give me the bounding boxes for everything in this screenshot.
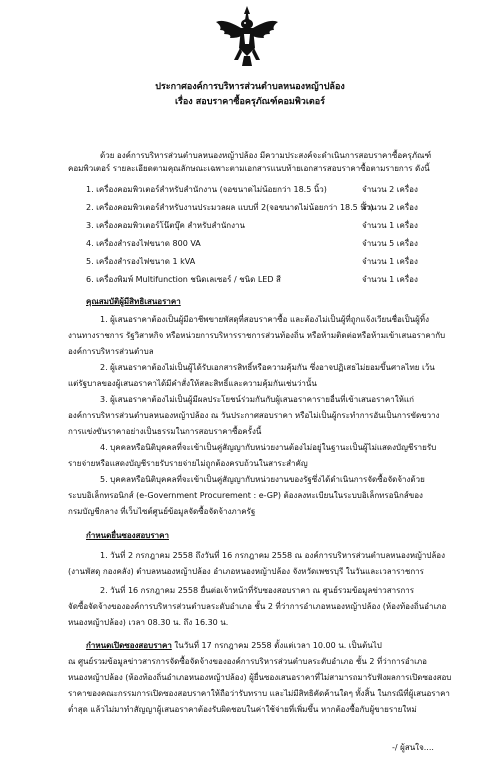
- intro-line-1: ด้วย องค์การบริหารส่วนตำบลหนองหญ้าปล้อง มีความประสงค์จะดำเนินการสอบราคาซื้อครุภัณฑ์: [100, 151, 432, 160]
- opening-first-line: [86, 640, 382, 651]
- submission-line: 2. วันที่ 16 กรกฎาคม 2558 ยื่นต่อเจ้าหน้าที่รับซองสอบราคา ณ ศูนย์รวมข้อมูลข่าวสารการ: [100, 586, 415, 595]
- qualification-line: 2. ผู้เสนอราคาต้องไม่เป็นผู้ได้รับเอกสารสิทธิ์หรือความคุ้มกัน ซึ่งอาจปฏิเสธไม่ยอมขึ้นศาลไทย เว้น: [100, 363, 435, 372]
- qualification-line: รายจ่ายหรือแสดงบัญชีรายรับรายจ่ายไม่ถูกต้องครบถ้วนในสาระสำคัญ: [68, 459, 308, 468]
- item-qty: จำนวน 1 เครื่อง: [362, 257, 418, 266]
- qualifications-heading: คุณสมบัติผู้มีสิทธิเสนอราคา: [86, 297, 181, 306]
- item-label: 3. เครื่องคอมพิวเตอร์โน๊ตบุ๊ค สำหรับสำนักงาน: [86, 221, 246, 230]
- qualification-line: องค์การบริหารส่วนตำบล: [68, 347, 154, 356]
- opening-heading: กำหนดเปิดซองสอบราคา: [86, 641, 172, 650]
- submission-heading: กำหนดยื่นซองสอบราคา: [86, 531, 169, 540]
- item-qty: จำนวน 1 เครื่อง: [362, 275, 418, 284]
- qualification-line: 3. ผู้เสนอราคาต้องไม่เป็นผู้มีผลประโยชน์ร่วมกันกับผู้เสนอราคารายอื่นที่เข้าเสนอราคาให้แก่: [100, 395, 414, 404]
- qualification-line: ระบบอิเล็กทรอนิกส์ (e-Government Procurement : e-GP) ต้องลงทะเบียนในระบบอิเล็กทรอนิกส์ของ: [68, 491, 423, 500]
- submission-line: 1. วันที่ 2 กรกฎาคม 2558 ถึงวันที่ 16 กรกฎาคม 2558 ณ องค์การบริหารส่วนตำบลหนองหญ้าปล้อง: [100, 551, 446, 560]
- qualification-line: 1. ผู้เสนอราคาต้องเป็นผู้มีอาชีพขายพัสดุที่สอบราคาซื้อ และต้องไม่เป็นผู้ที่ถูกแจ้งเวียนชื่อเป็นผู้ทิ้ง: [100, 315, 429, 324]
- qualification-line: 5. บุคคลหรือนิติบุคคลที่จะเข้าเป็นคู่สัญญากับหน่วยงานของรัฐซึ่งได้ดำเนินการจัดซื้อจัดจ้างด้วย: [100, 475, 425, 484]
- item-qty: จำนวน 2 เครื่อง: [362, 203, 418, 212]
- item-label: 1. เครื่องคอมพิวเตอร์สำหรับสำนักงาน (จอขนาดไม่น้อยกว่า 18.5 นิ้ว): [86, 185, 327, 194]
- qualification-line: การแข่งขันราคาอย่างเป็นธรรมในการสอบราคาซื้อครั้งนี้: [68, 427, 262, 436]
- submission-line: จัดซื้อจัดจ้างขององค์การบริหารส่วนตำบลระดับอำเภอ ชั้น 2 ที่ว่าการอำเภอหนองหญ้าปล้อง (ห้องท้องถิ่นอำเภอ: [68, 602, 447, 611]
- item-qty: จำนวน 1 เครื่อง: [362, 221, 418, 230]
- item-qty: จำนวน 5 เครื่อง: [362, 239, 418, 248]
- submission-line: (งานพัสดุ กองคลัง) ตำบลหนองหญ้าปล้อง อำเภอหนองหญ้าปล้อง จังหวัดเพชรบุรี ในวันและเวลาราชการ: [68, 567, 424, 576]
- qualification-line: งานทางราชการ รัฐวิสาหกิจ หรือหน่วยการบริหารราชการส่วนท้องถิ่น หรือห้ามติดต่อหรือห้ามเข้าเสนอราคากับ: [68, 331, 446, 340]
- opening-line: หนองหญ้าปล้อง (ห้องท้องถิ่นอำเภอหนองหญ้าปล้อง) ผู้ยื่นซองเสนอราคาที่ไม่สามารถมารับฟังผลการเปิดซองสอบ: [68, 673, 452, 682]
- item-label: 6. เครื่องพิมพ์ Multifunction ชนิดเลเซอร์ / ชนิด LED สี: [86, 275, 281, 284]
- item-qty: จำนวน 2 เครื่อง: [362, 185, 418, 194]
- qualification-line: แต่รัฐบาลของผู้เสนอราคาได้มีคำสั่งให้สละสิทธิ์และความคุ้มกันเช่นว่านั้น: [68, 379, 317, 388]
- qualification-line: กรมบัญชีกลาง ที่เว็บไซต์ศูนย์ข้อมูลจัดซื้อจัดจ้างภาครัฐ: [68, 507, 256, 516]
- submission-line: หนองหญ้าปล้อง) เวลา 08.30 น. ถึง 16.30 น.: [68, 618, 229, 627]
- announcement-subject: เรื่อง สอบราคาซื้อครุภัณฑ์คอมพิวเตอร์: [174, 97, 326, 107]
- continued-marker: -/ ผู้สนใจ....: [392, 743, 434, 752]
- opening-line: ณ ศูนย์รวมข้อมูลข่าวสารการจัดซื้อจัดจ้างขององค์การบริหารส่วนตำบลระดับอำเภอ ชั้น 2 ที่ว่าการอำเภอ: [68, 657, 427, 666]
- opening-date: ในวันที่ 17 กรกฎาคม 2558 ตั้งแต่เวลา 10.00 น. เป็นต้นไป: [171, 641, 382, 650]
- intro-line-2: คอมพิวเตอร์ รายละเอียดตามคุณลักษณะเฉพาะตามเอกสารแนบท้ายเอกสารสอบราคาซื้อตามรายการ ดังนี้: [68, 164, 430, 173]
- item-label: 4. เครื่องสำรองไฟขนาด 800 VA: [86, 239, 201, 248]
- item-label: 2. เครื่องคอมพิวเตอร์สำหรับงานประมวลผล แบบที่ 2(จอขนาดไม่น้อยกว่า 18.5 นิ้ว): [86, 203, 374, 212]
- qualification-line: องค์การบริหารส่วนตำบลหนองหญ้าปล้อง ณ วันประกาศสอบราคา หรือไม่เป็นผู้กระทำการอันเป็นการขัดขวาง: [68, 411, 440, 420]
- opening-line: ต่ำสุด แล้วไม่มาทำสัญญาผู้เสนอราคาต้องรับผิดชอบในค่าใช้จ่ายที่เพิ่มขึ้น หากต้องซื้อกับผู้ขายรายใหม่: [68, 705, 417, 714]
- garuda-emblem-icon: [214, 4, 280, 70]
- item-label: 5. เครื่องสำรองไฟขนาด 1 kVA: [86, 257, 196, 266]
- opening-line: ราคาของคณะกรรมการเปิดซองสอบราคาให้ถือว่ารับทราบ และไม่มีสิทธิคัดค้านใดๆ ทั้งสิ้น ในกรณีที่ผู้เสนอราคา: [68, 689, 450, 698]
- announcement-title: ประกาศองค์การบริหารส่วนตำบลหนองหญ้าปล้อง: [155, 82, 345, 92]
- qualification-line: 4. บุคคลหรือนิติบุคคลที่จะเข้าเป็นคู่สัญญากับหน่วยงานต้องไม่อยู่ในฐานะเป็นผู้ไม่แสดงบัญชีรายรับ: [100, 443, 437, 452]
